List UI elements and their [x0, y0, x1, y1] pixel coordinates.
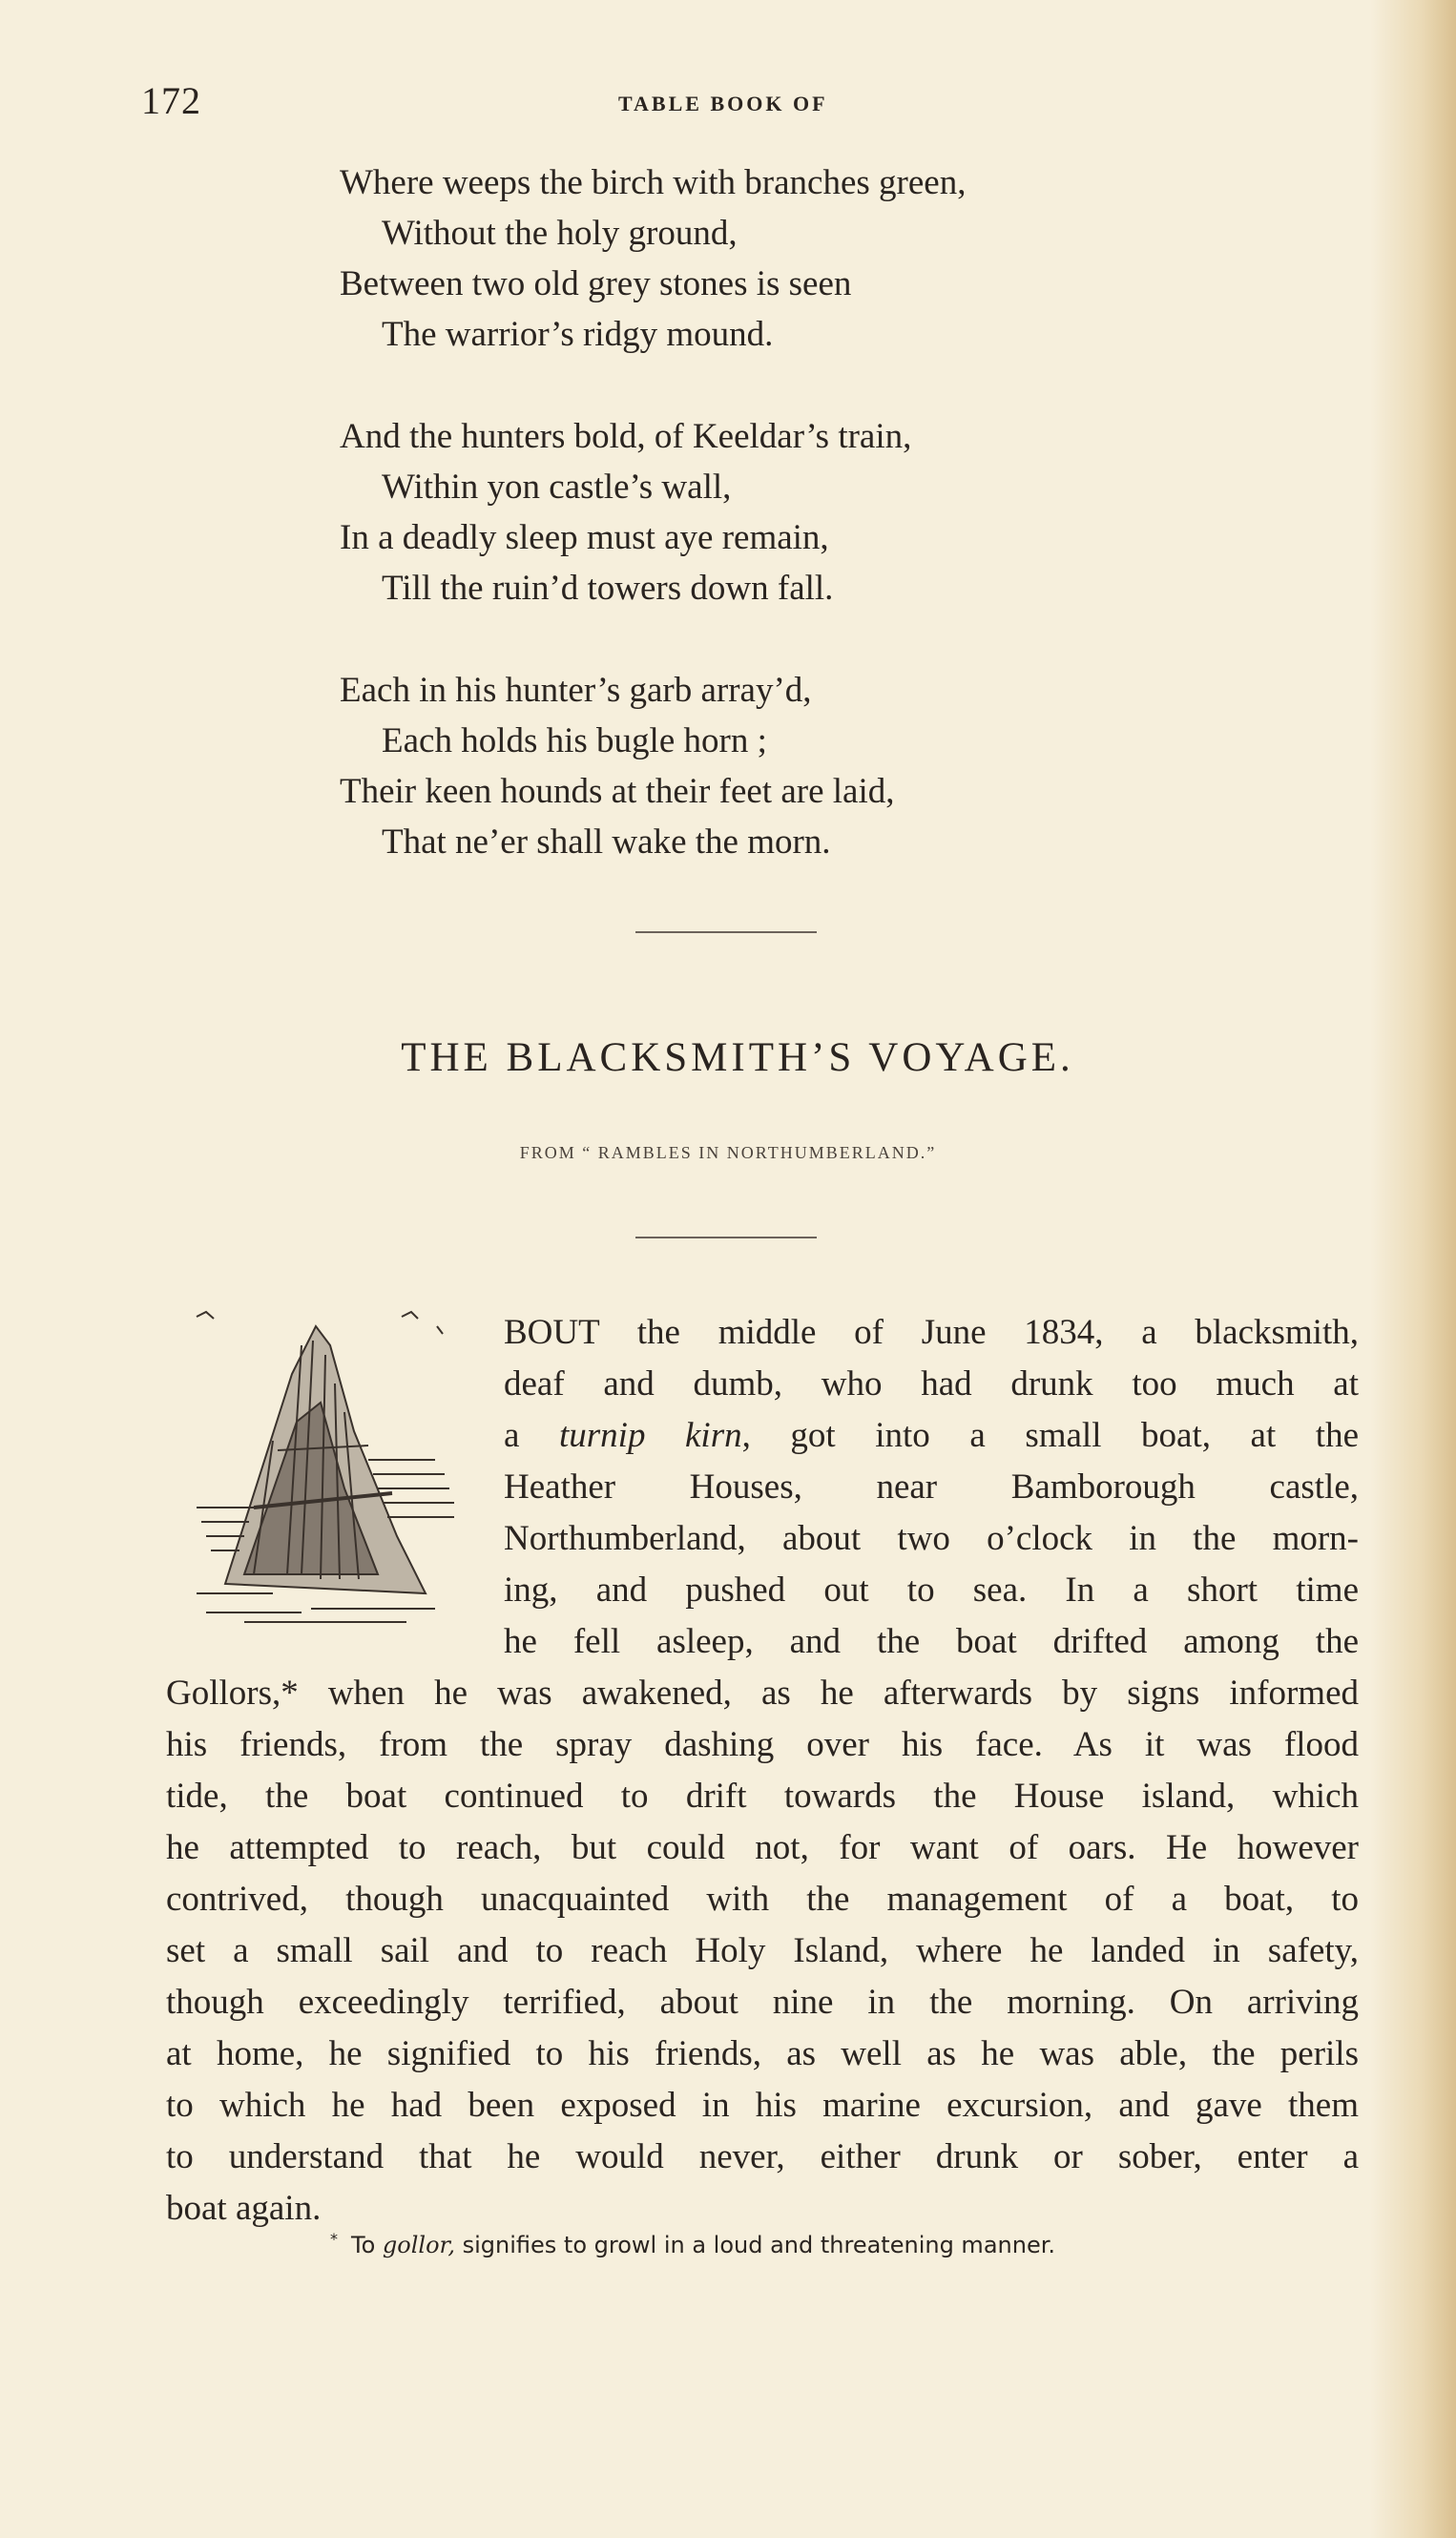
paragraph-line — [166, 1410, 1359, 1462]
footnote-prefix: To — [351, 2232, 383, 2258]
page-header — [141, 78, 1362, 135]
paragraph-line: Heather Houses, near Bamborough castle, — [504, 1467, 1359, 1507]
paragraph-line: to understand that he would never, either drunk or sober, enter a — [166, 2137, 1359, 2176]
poem — [340, 157, 1198, 919]
text-run: a — [504, 1416, 559, 1455]
footnote-mark: * — [330, 2230, 338, 2248]
poem-stanza — [340, 157, 1198, 360]
paragraph-line: to which he had been exposed in his marine excursion, and gave them — [166, 2086, 1359, 2125]
paragraph-line: though exceedingly terrified, about nine in the morning. On arriving — [166, 1983, 1359, 2022]
section-divider-bottom — [635, 1237, 817, 1238]
paragraph-line: boat again. — [166, 2189, 322, 2228]
poem-line: Each in his hunter’s garb array’d, — [340, 671, 812, 710]
poem-line: Within yon castle’s wall, — [382, 468, 732, 507]
running-head: TABLE BOOK OF — [618, 92, 828, 115]
paragraph-line: he fell asleep, and the boat drifted among the — [504, 1622, 1359, 1661]
article-source: FROM “ RAMBLES IN NORTHUMBERLAND.” — [519, 1143, 937, 1162]
page-number: 172 — [141, 79, 201, 122]
page-edge-shadow — [1370, 0, 1456, 2538]
poem-line: Their keen hounds at their feet are laid, — [340, 772, 895, 811]
paragraph-line: Northumberland, about two o’clock in the morn- — [504, 1519, 1359, 1558]
poem-line: Till the ruin’d towers down fall. — [382, 569, 834, 608]
poem-line: Between two old grey stones is seen — [340, 264, 852, 303]
paragraph-line: contrived, though unacquainted with the management of a boat, to — [166, 1880, 1359, 1919]
article-body — [166, 1307, 1359, 2235]
poem-stanza — [340, 665, 1198, 867]
paragraph-line: he attempted to reach, but could not, for want of oars. He however — [166, 1828, 1359, 1867]
italic-term: turnip kirn — [558, 1416, 742, 1455]
paragraph-line: deaf and dumb, who had drunk too much at — [504, 1364, 1359, 1404]
section-divider-top — [635, 931, 817, 933]
poem-line: Without the holy ground, — [382, 214, 738, 253]
article-title: THE BLACKSMITH’S VOYAGE. — [401, 1035, 1074, 1080]
paragraph-line: ing, and pushed out to sea. In a short time — [504, 1571, 1359, 1610]
poem-line: That ne’er shall wake the morn. — [382, 822, 831, 862]
footnote — [330, 2230, 1055, 2258]
paragraph-line: Gollors,* when he was awakened, as he afterwards by signs informed — [166, 1674, 1359, 1713]
paragraph-line: tide, the boat continued to drift towards the House island, which — [166, 1777, 1359, 1816]
poem-line: Where weeps the birch with branches green, — [340, 163, 967, 202]
poem-stanza — [340, 411, 1198, 614]
footnote-text: signifies to growl in a loud and threatening manner. — [454, 2232, 1055, 2258]
paragraph-line: his friends, from the spray dashing over his face. As it was flood — [166, 1725, 1359, 1764]
text-run: , got into a small boat, at the — [741, 1416, 1360, 1455]
paragraph-line: set a small sail and to reach Holy Island, where he landed in safety, — [166, 1931, 1359, 1970]
poem-line: Each holds his bugle horn ; — [382, 721, 767, 760]
poem-line: And the hunters bold, of Keeldar’s train, — [340, 417, 912, 456]
poem-line: The warrior’s ridgy mound. — [382, 315, 774, 354]
paragraph-line: BOUT the middle of June 1834, a blacksmith, — [504, 1313, 1359, 1352]
footnote-term: gollor, — [382, 2232, 455, 2258]
poem-line: In a deadly sleep must aye remain, — [340, 518, 829, 557]
paragraph-line: at home, he signified to his friends, as well as he was able, the perils — [166, 2034, 1359, 2073]
